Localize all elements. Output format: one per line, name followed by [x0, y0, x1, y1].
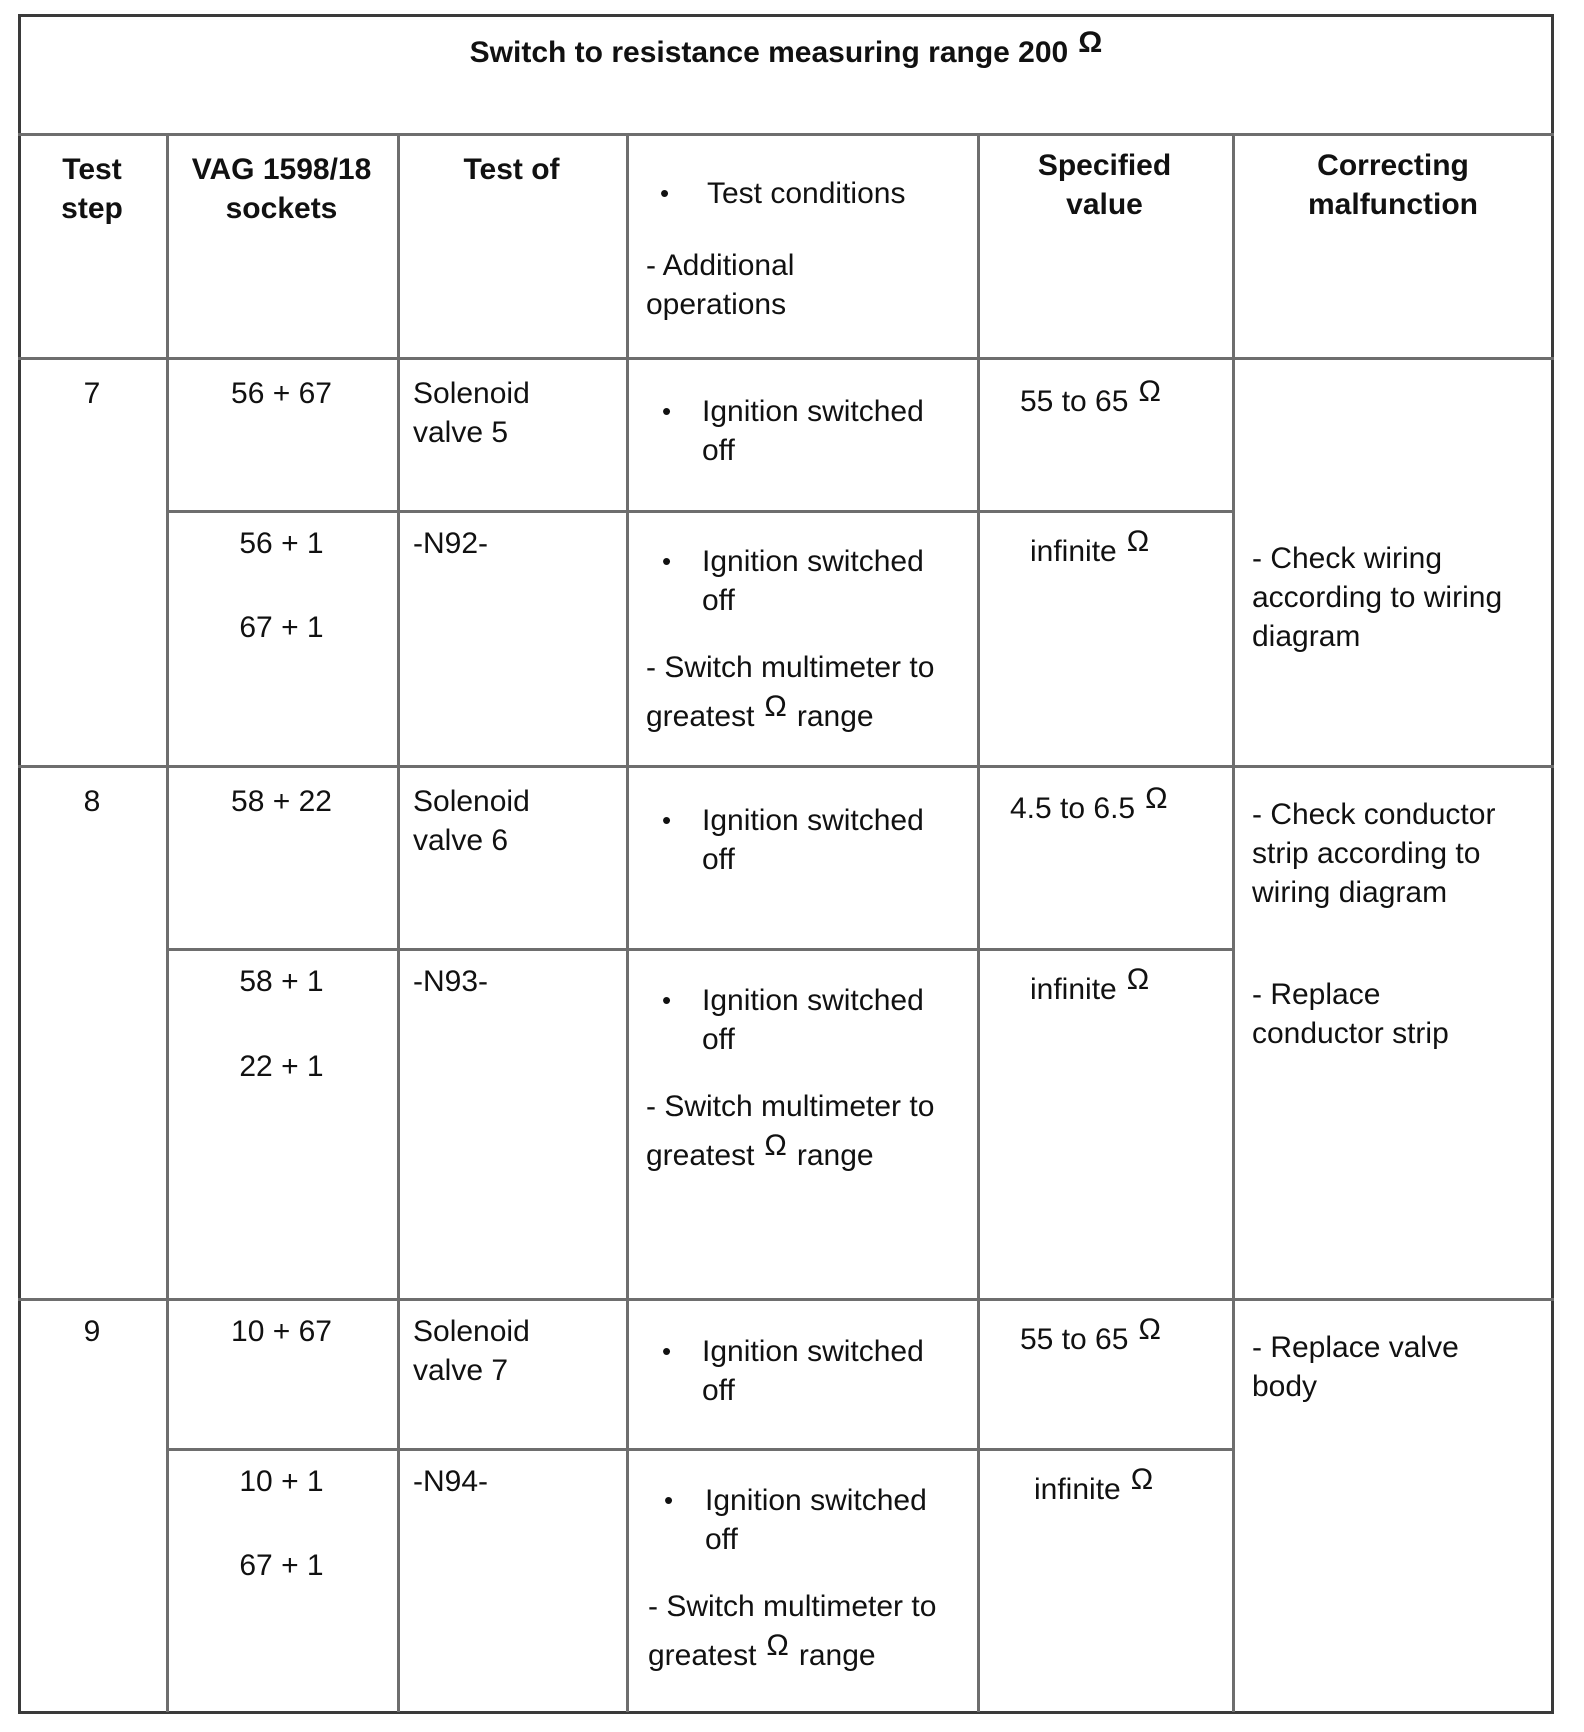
specified-value: infinite Ω [1030, 525, 1150, 568]
component-designation: -N92- [413, 527, 489, 560]
component-name: Solenoid valve 5 [413, 377, 530, 449]
additional-operation-range: greatest Ω range [646, 1129, 874, 1172]
header-specified-value: Specified value [1037, 149, 1172, 221]
col-divider-2 [397, 133, 400, 1712]
col-divider-3 [626, 133, 629, 1712]
header-test-conditions: Test conditions [707, 177, 906, 210]
ohm-symbol: Ω [1145, 782, 1168, 815]
correction-check-conductor-strip: - Check conductor strip according to wiring diagram [1252, 798, 1496, 909]
sockets: 67 + 1 [239, 611, 324, 644]
header-test-step: Test step [61, 153, 123, 225]
component-name: Solenoid valve 7 [413, 1315, 530, 1387]
correction-replace-conductor-strip: - Replace conductor strip [1252, 978, 1449, 1050]
test-step-9: 9 [83, 1315, 101, 1348]
row-9-sub-divider [166, 1448, 1233, 1451]
sockets: 58 + 22 [231, 785, 332, 818]
row-7-divider [18, 765, 1554, 768]
test-step-7: 7 [83, 377, 101, 410]
sockets: 56 + 67 [231, 377, 332, 410]
additional-operation: - Switch multimeter to [648, 1590, 937, 1623]
component-designation: -N93- [413, 965, 489, 998]
ohm-symbol: Ω [1130, 1463, 1154, 1496]
additional-operation: - Switch multimeter to [646, 651, 935, 684]
ohm-symbol: Ω [1138, 1313, 1161, 1346]
title-text: Switch to resistance measuring range 200 [469, 36, 1069, 69]
test-condition: Ignition switched off [702, 395, 924, 467]
test-condition: Ignition switched off [702, 1335, 924, 1407]
specified-value: infinite Ω [1034, 1463, 1154, 1506]
bullet-icon: • [662, 805, 672, 835]
sockets: 22 + 1 [239, 1050, 324, 1083]
sockets: 67 + 1 [239, 1549, 324, 1582]
test-condition: Ignition switched off [702, 804, 924, 876]
row-8-sub-divider [166, 948, 1233, 951]
col-divider-4 [977, 133, 980, 1712]
component-designation: -N94- [413, 1465, 489, 1498]
specified-value: infinite Ω [1030, 963, 1150, 1006]
specified-value: 55 to 65 Ω [1020, 375, 1161, 418]
sockets: 10 + 67 [231, 1315, 332, 1348]
header-correcting-malfunction: Correcting malfunction [1308, 149, 1478, 221]
additional-operation: - Switch multimeter to [646, 1090, 935, 1123]
ohm-symbol: Ω [1138, 375, 1161, 408]
ohm-symbol: Ω [766, 1629, 789, 1662]
correction-check-wiring: - Check wiring according to wiring diagram [1252, 542, 1503, 653]
sockets: 58 + 1 [239, 965, 324, 998]
ohm-symbol: Ω [764, 1129, 787, 1162]
ohm-symbol: Ω [1126, 525, 1150, 558]
specified-value: 4.5 to 6.5 Ω [1010, 782, 1168, 825]
component-name: Solenoid valve 6 [413, 785, 530, 857]
header-test-of: Test of [463, 153, 560, 186]
bullet-icon: • [660, 178, 670, 208]
sockets: 10 + 1 [239, 1465, 324, 1498]
additional-operation-range: greatest Ω range [646, 690, 874, 733]
test-condition: Ignition switched off [702, 984, 924, 1056]
specified-value: 55 to 65 Ω [1020, 1313, 1161, 1356]
title-divider [18, 133, 1554, 136]
ohm-symbol: Ω [1126, 963, 1150, 996]
correction-replace-valve-body: - Replace valve body [1252, 1331, 1459, 1403]
bullet-icon: • [664, 1485, 674, 1515]
ohm-symbol: Ω [1078, 26, 1103, 59]
row-8-divider [18, 1298, 1554, 1301]
row-7-sub-divider [166, 510, 1233, 513]
bullet-icon: • [662, 985, 672, 1015]
bullet-icon: • [662, 1336, 672, 1366]
bullet-icon: • [662, 396, 672, 426]
col-divider-5 [1232, 133, 1235, 1712]
additional-operation-range: greatest Ω range [648, 1629, 876, 1672]
test-condition: Ignition switched off [705, 1484, 927, 1556]
test-step-8: 8 [83, 785, 101, 818]
header-divider [18, 357, 1554, 360]
header-additional-operations: - Additional operations [646, 249, 795, 321]
table-title [18, 26, 1554, 70]
test-condition: Ignition switched off [702, 545, 924, 617]
sockets: 56 + 1 [239, 527, 324, 560]
header-sockets: VAG 1598/18 sockets [191, 153, 372, 225]
bullet-icon: • [662, 546, 672, 576]
ohm-symbol: Ω [764, 690, 787, 723]
